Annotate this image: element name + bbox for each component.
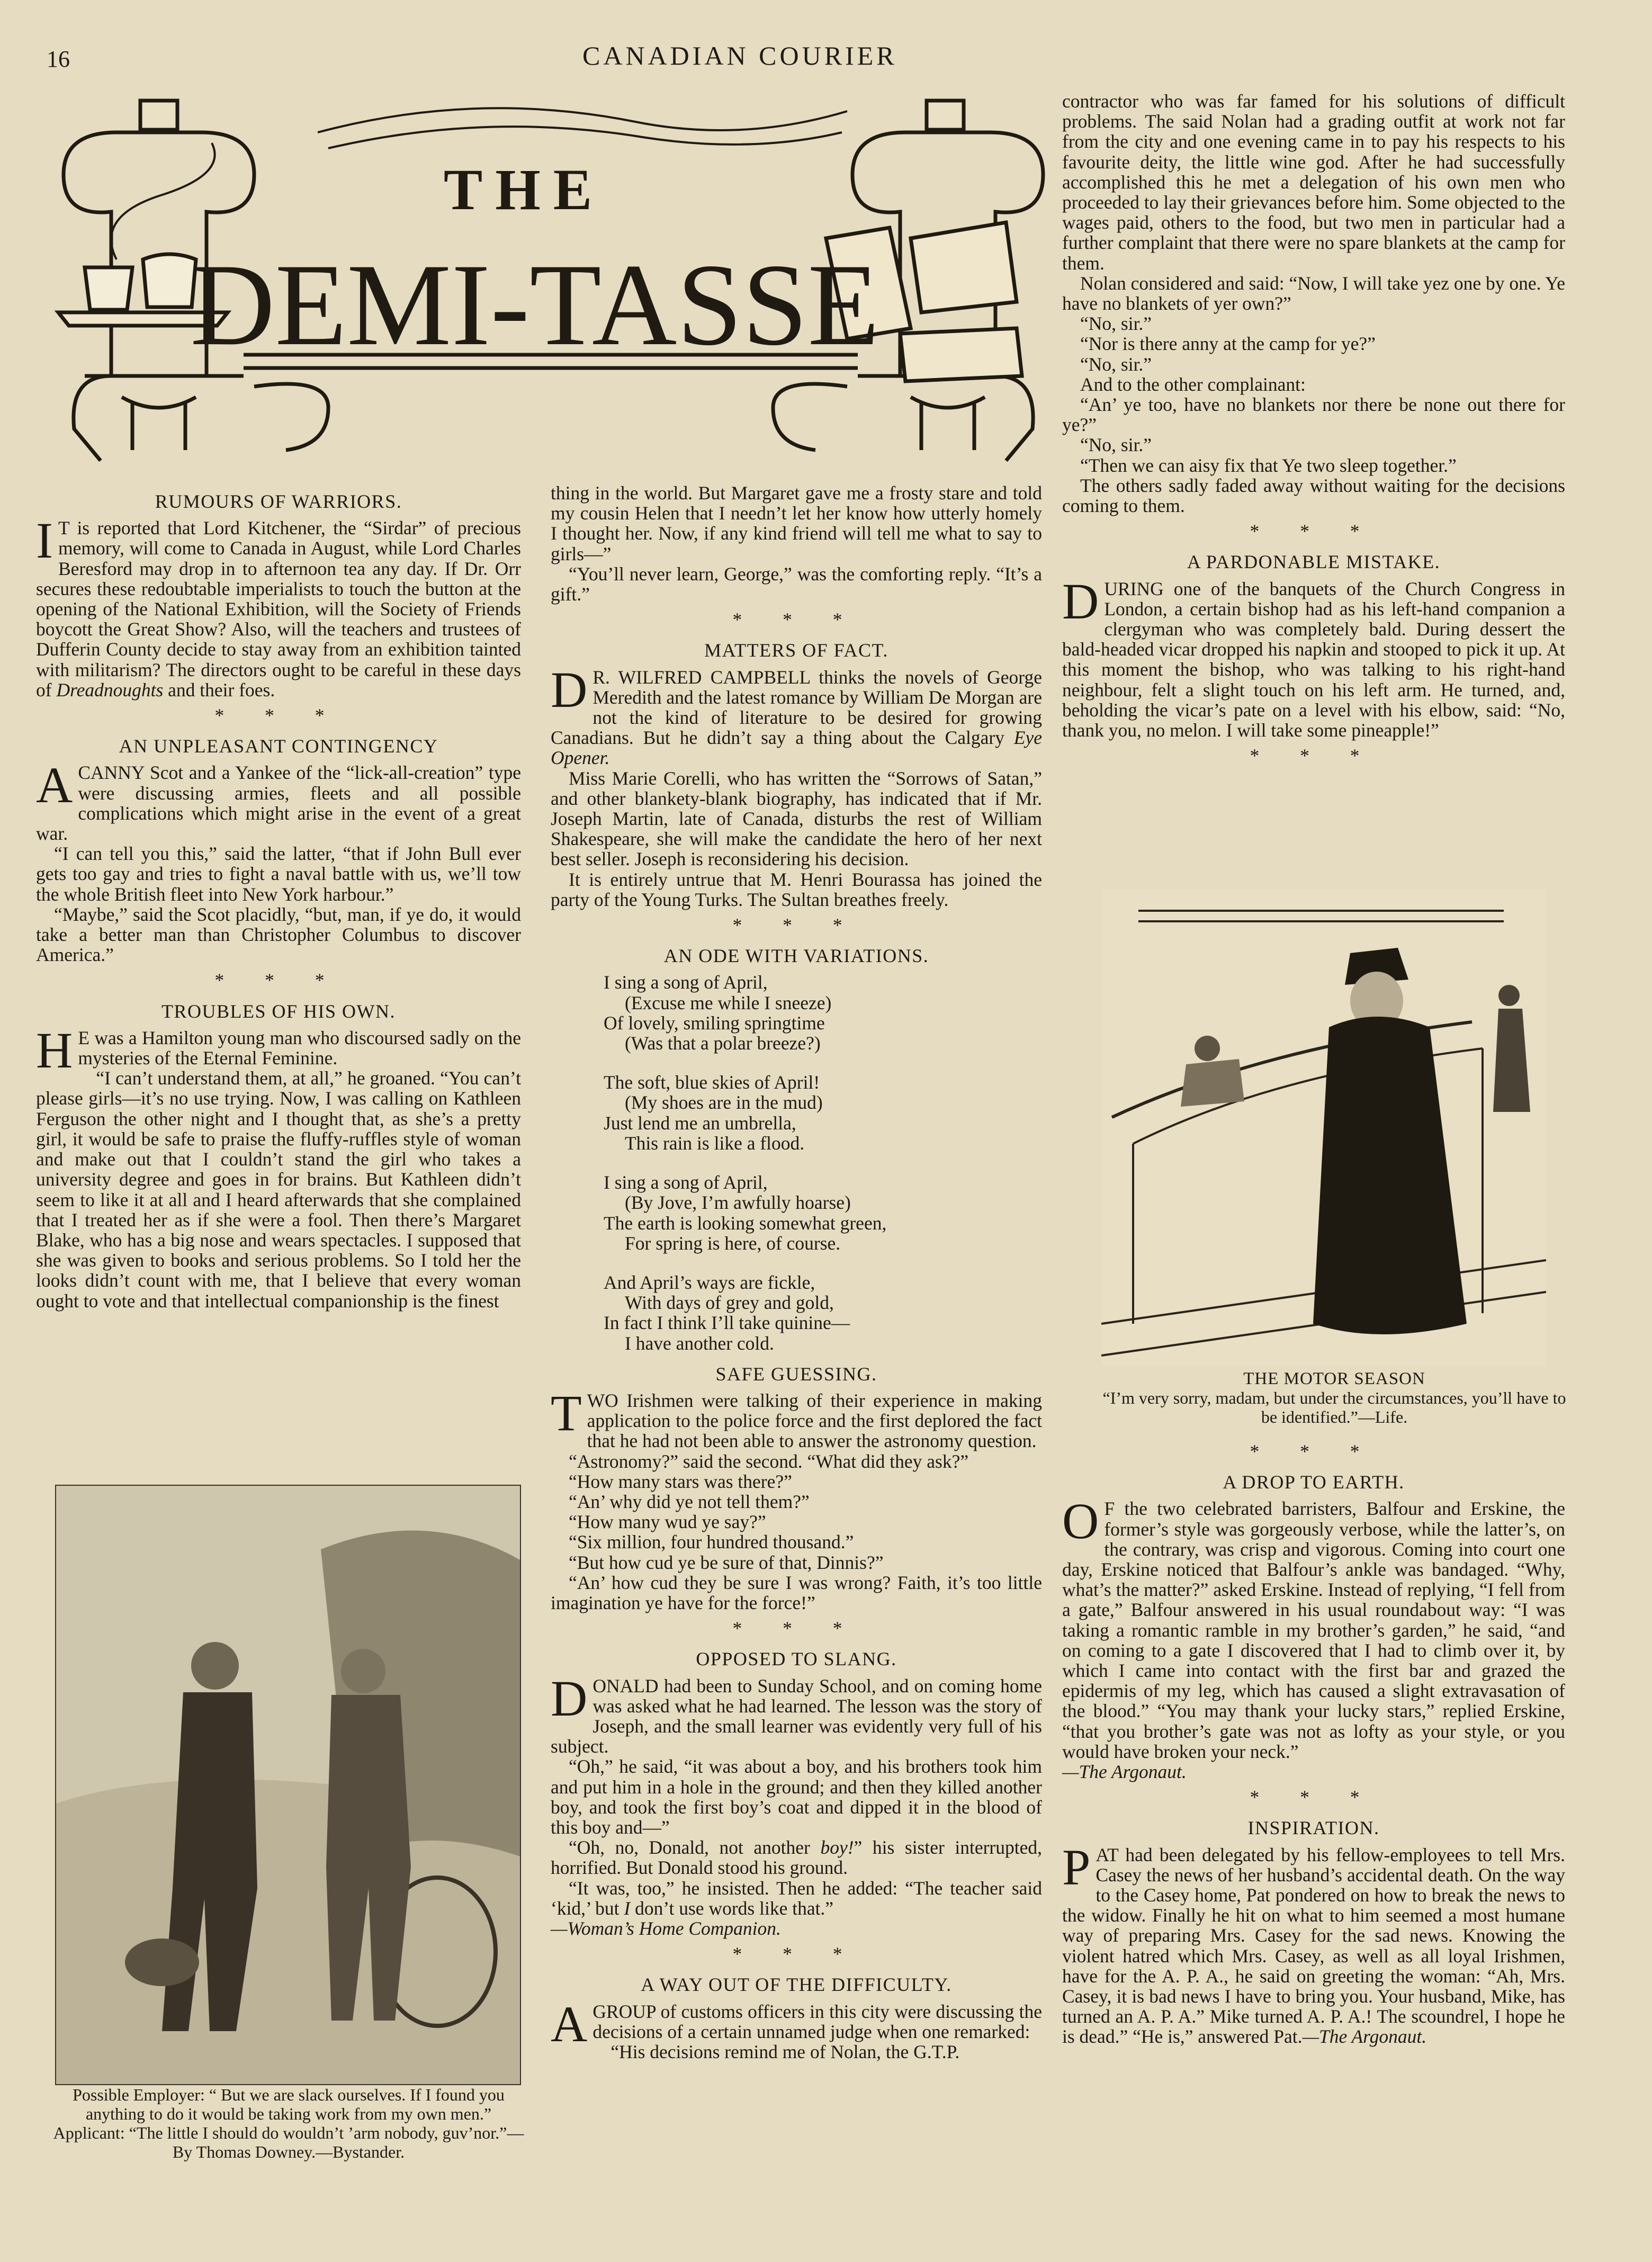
- paragraph: “Oh, no, Donald, not another: [569, 1837, 810, 1859]
- drop-cap: A: [36, 757, 73, 814]
- poem-line: In fact I think I’ll take quinine—: [604, 1312, 850, 1334]
- column-3-lower: [1062, 1436, 1565, 2047]
- poem-line: With days of grey and gold,: [625, 1292, 834, 1314]
- paragraph: “No, sir.”: [1080, 353, 1152, 375]
- italic-word: Dreadnoughts: [56, 679, 164, 701]
- section-separator: * * *: [732, 1943, 860, 1965]
- column-3: [1062, 91, 1565, 768]
- running-head: CANADIAN COURIER: [582, 41, 897, 70]
- cartoon-caption: [1101, 1369, 1567, 1426]
- section-separator: * * *: [214, 705, 343, 726]
- heading-ode-with-variations: AN ODE WITH VARIATIONS.: [663, 945, 929, 967]
- paragraph: “No, sir.”: [1080, 434, 1152, 456]
- paragraph: “His decisions remind me of Nolan, the G.T.P.: [610, 2041, 960, 2063]
- section-separator: * * *: [732, 609, 860, 631]
- paragraph: contractor who was far famed for his solutions of difficult problems. The said Nolan had a grading outfit at work not far from the city and one evening came in to pay his respects to his favourite deity, the little wine god. After he had successfully accomplished this he met a delegation of his own men who proceeded to lay their grievances before him. Some objected to the wages paid, others to the food, but two men in particular had a further complaint that there were no spare blankets at the camp for them.: [1062, 91, 1565, 274]
- paragraph: F the two celebrated barristers, Balfour and Erskine, the former’s style was gorgeously verbose, while the latter’s, on the contrary, was crisp and vigorous. Coming into court one day, Erskine noticed that Balfour’s ankle was bandaged. “Why, what’s the matter?” asked Erskine. Instead of replying, “I fell from a gate,” Balfour answered in his usual roundabout way: “I was taking a romantic ramble in my brother’s garden,” he said, “and on coming to a gate I discovered that I had to climb over it, by which I came into contact with the first bar and grazed the epidermis of my leg, which has caused a slight extravasation of the blood.” “You may thank your lucky stars,” replied Erskine, “that you brother’s gate was not as lofty as your style, or you would have broken your neck.”: [1062, 1498, 1565, 1762]
- cartoon-title: THE MOTOR SEASON: [1243, 1369, 1425, 1388]
- italic-word: Eye Opener.: [551, 727, 1042, 769]
- drop-cap: T: [551, 1384, 582, 1441]
- paragraph: The others sadly faded away without waiting for the decisions coming to them.: [1062, 474, 1565, 517]
- paragraph-end: ” his sister interrupted, horrified. But Donald stood his ground.: [551, 1837, 1042, 1879]
- drop-cap: P: [1062, 1838, 1091, 1896]
- paragraph: “How many wud ye say?”: [569, 1511, 766, 1533]
- paragraph: “An’ how cud they be sure I was wrong? Faith, it’s too little imagination ye have for the force!”: [551, 1572, 1042, 1613]
- drop-cap: D: [551, 661, 588, 718]
- heading-troubles-of-his-own: TROUBLES OF HIS OWN.: [161, 1000, 396, 1022]
- italic-word: I: [624, 1897, 631, 1919]
- poem-line: (Was that a polar breeze?): [625, 1033, 821, 1054]
- poem-line: (My shoes are in the mud): [625, 1092, 823, 1114]
- drop-cap: I: [36, 512, 53, 569]
- section-separator: * * *: [214, 970, 343, 991]
- section-separator: * * *: [1250, 745, 1378, 767]
- poem-line: Of lovely, smiling springtime: [604, 1012, 825, 1034]
- paragraph: WO Irishmen were talking of their experience in making application to the police force and the first deplored the fact that he had not been able to answer the astronomy question.: [587, 1389, 1042, 1452]
- poem-line: The earth is looking somewhat green,: [604, 1212, 887, 1234]
- illustration-caption: Possible Employer: “ But we are slack ourselves. If I found you anything to do it would be taking work from my own men.” Applicant: “The little I should do wouldn’t ’arm nobody, guv’nor.”—By Thomas Downey.—Bystander.: [53, 2085, 524, 2161]
- paragraph: ONALD had been to Sunday School, and on coming home was asked what he had learned. The lesson was the story of Joseph, and the small learner was evidently very full of his subject.: [551, 1675, 1042, 1757]
- poem: [604, 972, 1042, 1353]
- paragraph: R. WILFRED CAMPBELL thinks the novels of George Meredith and the latest romance by William De Morgan are not the kind of literature to be desired for growing Canadians. But he didn’t say a thing about the Calgary: [551, 666, 1042, 749]
- section-separator: * * *: [1250, 1441, 1378, 1462]
- heading-rumours-of-warriors: RUMOURS OF WARRIORS.: [155, 491, 402, 512]
- credit-line: —Woman’s Home Companion.: [551, 1918, 781, 1939]
- poem-line: For spring is here, of course.: [625, 1232, 841, 1254]
- heading-inspiration: INSPIRATION.: [1247, 1817, 1380, 1839]
- poem-line: I have another cold.: [625, 1332, 774, 1354]
- drop-cap: O: [1062, 1493, 1099, 1550]
- paragraph: CANNY Scot and a Yankee of the “lick-all-creation” type were discussing armies, fleets and all possible complications which might arise in the event of a great war.: [36, 762, 521, 845]
- banner-title-small: THE: [443, 157, 605, 222]
- two-men-illustration: [55, 1485, 521, 2085]
- motor-season-cartoon: [1101, 890, 1546, 1366]
- poem-line: I sing a song of April,: [604, 1172, 768, 1193]
- paragraph: E was a Hamilton young man who discoursed sadly on the mysteries of the Eternal Feminine.: [78, 1027, 521, 1069]
- paragraph: “No, sir.”: [1080, 313, 1152, 335]
- drop-cap: D: [551, 1669, 588, 1727]
- paragraph: Nolan considered and said: “Now, I will take yez one by one. Ye have no blankets of yer own?”: [1062, 272, 1565, 315]
- section-separator: * * *: [1250, 520, 1378, 542]
- paragraph: “How many stars was there?”: [569, 1470, 792, 1492]
- heading-pardonable-mistake: A PARDONABLE MISTAKE.: [1187, 551, 1441, 573]
- paragraph: AT had been delegated by his fellow-employees to tell Mrs. Casey the news of her husband’s accidental death. On the way to the Casey home, Pat pondered on how to break the news to the widow. Finally he hit on what to him seemed a most humane way of preparing Mrs. Casey for the sad news. Knowing the violent hatred which Mrs. Casey, as well as all loyal Irishmen, have for the A. P. A., he said on greeting the woman: “Ah, Mrs. Casey, it is bad news I have to bring you. Your husband, Mike, has turned an A. P. A.” Mike turned A. P. A.! The scoundrel, I hope he is dead.” “He is,” answered Pat.: [1062, 1844, 1565, 2048]
- paragraph: It is entirely untrue that M. Henri Bourassa has joined the party of the Young Turks. The Sultan breathes freely.: [551, 868, 1042, 910]
- paragraph: URING one of the banquets of the Church Congress in London, a certain bishop had as his left-hand companion a clergyman who was completely bald. During dessert the bald-headed vicar dropped his napkin and stooped to pick it up. At this moment the bishop, who was talking to his right-hand neighbour, felt a slight touch on his left arm. He turned, and, beholding the vicar’s pate on a level with his elbow, said: “No, thank you, no melon. I will take some pineapple!”: [1062, 578, 1565, 741]
- credit-line: —The Argonaut.: [1302, 2026, 1427, 2048]
- poem-line: The soft, blue skies of April!: [604, 1072, 820, 1093]
- paragraph: And to the other complainant:: [1080, 373, 1306, 395]
- paragraph: “I can’t understand them, at all,” he groaned. “You can’t please girls—it’s no use trying. Now, I was calling on Kathleen Ferguson the other night and I thought that, as she’s a pretty girl, it would be safe to praise the fluffy-ruffles style of woman and make out that I couldn’t stand the girl who takes a university degree and goes in for brains. But Kathleen didn’t seem to like it at all and I heard afterwards that she complained that I treated her as if she were a fool. Then there’s Margaret Blake, who has a big nose and wears spectacles. I supposed that she was given to books and serious problems. So I told her the looks didn’t count with me, that I believe that every woman ought to vote and that intellectual companionship is the finest: [36, 1067, 521, 1312]
- paragraph: “Nor is there anny at the camp for ye?”: [1080, 333, 1376, 355]
- demi-tasse-banner: [53, 79, 1048, 471]
- paragraph: “Then we can aisy fix that Ye two sleep together.”: [1080, 454, 1457, 476]
- paragraph: “Six million, four hundred thousand.”: [569, 1531, 854, 1553]
- paragraph: thing in the world. But Margaret gave me a frosty stare and told my cousin Helen that I needn’t let her know how utterly homely I thought her. Now, if any kind friend will tell me what to say to girls—”: [551, 482, 1042, 564]
- italic-word: boy!: [820, 1837, 854, 1859]
- paragraph-end: and their foes.: [168, 679, 275, 701]
- poem-line: (Excuse me while I sneeze): [625, 992, 832, 1013]
- cartoon-quote: “I’m very sorry, madam, but under the circumstances, you’ll have to be identified.”—Life.: [1102, 1388, 1566, 1426]
- heading-matters-of-fact: MATTERS OF FACT.: [704, 640, 888, 661]
- drop-cap: D: [1062, 572, 1099, 630]
- banner-title-large: DEMI-TASSE: [190, 240, 879, 370]
- section-separator: * * *: [732, 1618, 860, 1639]
- section-separator: * * *: [1250, 1787, 1378, 1808]
- paragraph: T is reported that Lord Kitchener, the “Sirdar” of precious memory, will come to Canada in August, while Lord Charles Beresford may drop in to afternoon tea any day. If Dr. Orr secures these redoubtable imperialists to touch the button at the opening of the National Exhibition, will the Society of Friends boycott the Great Show? Also, will the teachers and trustees of Dufferin County decide to stay away from an exhibition tainted with militarism? The directors ought to be careful in these days of: [36, 517, 521, 701]
- paragraph: “It was, too,” he insisted. Then he added: “The teacher said ‘kid,’ but: [551, 1877, 1042, 1919]
- heading-drop-to-earth: A DROP TO EARTH.: [1223, 1471, 1405, 1493]
- paragraph: “Astronomy?” said the second. “What did they ask?”: [569, 1450, 969, 1472]
- paragraph: “But how cud ye be sure of that, Dinnis?”: [569, 1551, 884, 1573]
- paragraph: “Maybe,” said the Scot placidly, “but, man, if ye do, it would take a better man than Christopher Columbus to discover America.”: [36, 903, 521, 966]
- credit-line: —The Argonaut.: [1062, 1761, 1187, 1783]
- poem-line: This rain is like a flood.: [625, 1132, 805, 1154]
- paragraph-end: don’t use words like that.”: [635, 1897, 834, 1919]
- column-1: [36, 481, 521, 1311]
- paragraph: “I can tell you this,” said the latter, “that if John Bull ever gets too gay and tries to fight a naval battle with us, we’ll tow the whole British fleet into New York harbour.”: [36, 843, 521, 905]
- paragraph: Miss Marie Corelli, who has written the “Sorrows of Satan,” and other blankety-blank biography, has indicated that if Mr. Joseph Martin, late of Canada, disturbs the rest of William Shakespeare, she will make the candidate the hero of her next best seller. Joseph is reconsidering his decision.: [551, 767, 1042, 870]
- poem-line: And April’s ways are fickle,: [604, 1271, 815, 1293]
- paragraph: “An’ ye too, have no blankets nor there be none out there for ye?”: [1062, 394, 1565, 436]
- heading-opposed-to-slang: OPPOSED TO SLANG.: [696, 1648, 897, 1670]
- column-2: [551, 483, 1042, 2062]
- drop-cap: H: [36, 1021, 73, 1079]
- paragraph: “Oh,” he said, “it was about a boy, and his brothers took him and put him in a hole in the ground; and then they killed another boy, and took the first boy’s coat and dipped it in the blood of this boy and—”: [551, 1756, 1042, 1838]
- poem-line: Just lend me an umbrella,: [604, 1112, 796, 1134]
- page-number: 16: [47, 46, 70, 72]
- paragraph: “An’ why did ye not tell them?”: [569, 1491, 810, 1512]
- heading-safe-guessing: SAFE GUESSING.: [715, 1363, 877, 1385]
- section-separator: * * *: [732, 914, 860, 936]
- paragraph: GROUP of customs officers in this city were discussing the decisions of a certain unnamed judge when one remarked:: [592, 2000, 1042, 2042]
- heading-unpleasant-contingency: AN UNPLEASANT CONTINGENCY: [119, 735, 438, 757]
- heading-way-out-of-difficulty: A WAY OUT OF THE DIFFICULTY.: [641, 1974, 952, 1996]
- drop-cap: A: [551, 1995, 588, 2052]
- poem-line: I sing a song of April,: [604, 972, 768, 993]
- poem-line: (By Jove, I’m awfully hoarse): [625, 1192, 851, 1214]
- paragraph: “You’ll never learn, George,” was the comforting reply. “It’s a gift.”: [551, 563, 1042, 605]
